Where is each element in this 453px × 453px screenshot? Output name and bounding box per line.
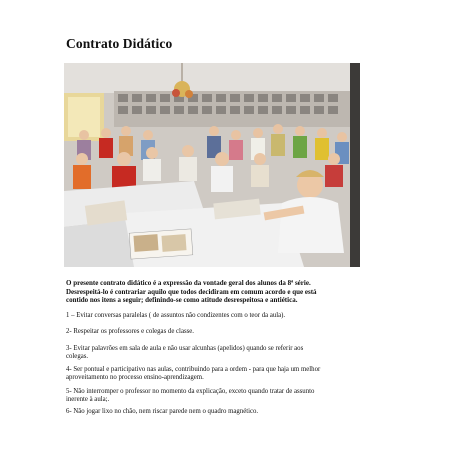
- rule-item-2: [66, 328, 416, 336]
- rule-item-1: [66, 312, 416, 320]
- rule-line: 2- Respeitar os professores e colegas de classe.: [66, 328, 194, 335]
- intro-paragraph: [66, 279, 416, 305]
- intro-line: O presente contrato didático é a expressão da vontade geral dos alunos da 8ª série.: [66, 279, 311, 287]
- rule-line: 6- Não jogar lixo no chão, nem riscar parede nem o quadro magnético.: [66, 408, 259, 415]
- rule-item-6: [66, 408, 416, 416]
- rule-line: inerente à aula;.: [66, 396, 110, 404]
- intro-line: contido nos itens a seguir; definindo-se como atitude desrespeitosa e antiética.: [66, 296, 298, 305]
- rule-item-3: [66, 345, 416, 362]
- rule-item-4: [66, 366, 416, 383]
- document-title: Contrato Didático: [66, 36, 173, 51]
- rule-line: colegas.: [66, 353, 89, 361]
- rule-line: aproveitamento no processo ensino-aprendizagem.: [66, 374, 204, 382]
- rule-line: 4- Ser pontual e participativo nas aulas, contribuindo para a ordem - para que haja um melhor: [66, 366, 321, 373]
- classroom-photo: [64, 63, 360, 267]
- rule-line: 1 – Evitar conversas paralelas ( de assuntos não condizentes com o teor da aula).: [66, 312, 286, 319]
- rule-item-5: [66, 388, 416, 405]
- rule-line: 3- Evitar palavrões em sala de aula e não usar alcunhas (apelidos) quando se referir aos: [66, 345, 304, 352]
- rule-line: 5- Não interromper o professor no momento da explicação, exceto quando tratar de assunto: [66, 388, 315, 395]
- intro-line: Desrespeitá-lo é contrariar aquilo que todos decidiram em comum acordo e que está: [66, 287, 317, 296]
